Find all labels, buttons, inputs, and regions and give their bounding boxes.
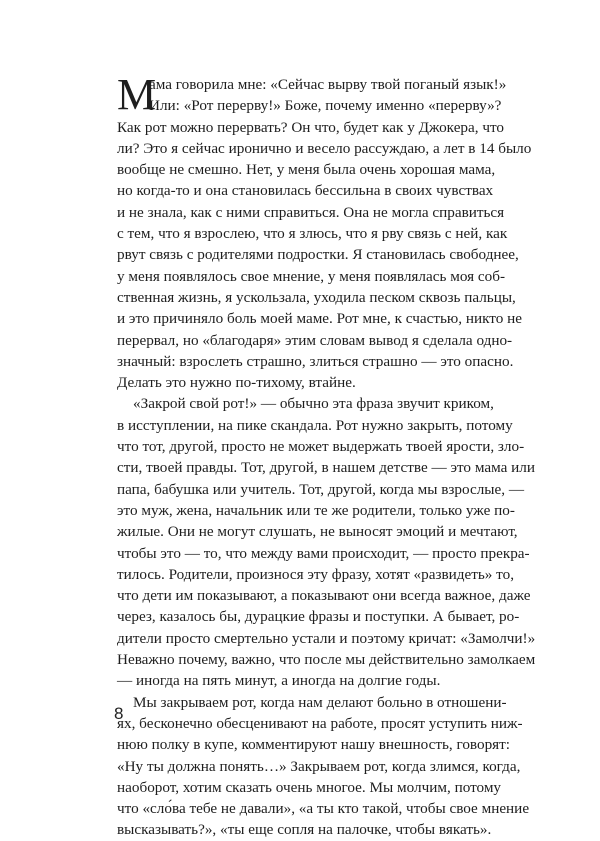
drop-cap: М [117, 70, 157, 119]
text-line: Неважно почему, важно, что после мы действительно замолкаем [117, 651, 536, 669]
text-line: тилось. Родители, произнося эту фразу, хотят «развидеть» то, [117, 565, 515, 583]
text-line: что «сло́ва тебе не давали», «а ты кто такой, чтобы свое мнение [117, 800, 530, 818]
text-line: вообще не смешно. Нет, у меня была очень хорошая мама, [117, 161, 496, 179]
text-line: нюю полку в купе, комментируют нашу внешность, говорят: [117, 736, 511, 754]
text-line: «Закрой свой рот!» — обычно эта фраза звучит криком, [133, 395, 494, 413]
text-line: дители просто смертельно устали и поэтому кричат: «Замолчи!» [117, 629, 536, 647]
text-line: в исступлении, на пике скандала. Рот нужно закрыть, потому [117, 416, 513, 434]
text-line: перервал, но «благодаря» этим словам вывод я сделала одно- [117, 331, 513, 349]
text-line: сти, твоей правды. Тот, другой, в нашем детстве — это мама или [117, 459, 535, 477]
page-number: 8 [114, 704, 124, 723]
text-line: и это причиняло боль моей маме. Рот мне, к счастью, никто не [117, 310, 522, 328]
text-line: Мы закрываем рот, когда нам делают больно в отношени- [133, 693, 507, 711]
text-line: Делать это нужно по-тихому, втайне. [117, 374, 356, 392]
first-line-text: ама говорила мне: «Сейчас вырву твой поганый язык!» [149, 76, 507, 93]
text-line: наоборот, хотим сказать очень многое. Мы молчим, потому [117, 778, 502, 796]
text-line: «Ну ты должна понять…» Закрываем рот, когда злимся, когда, [117, 757, 521, 775]
text-line: жилые. Они не могут слушать, не выносят эмоций и мечтают, [117, 523, 518, 541]
text-line: у меня появлялось свое мнение, у меня появлялась моя соб- [117, 267, 506, 285]
text-line: папа, бабушка или учитель. Тот, другой, когда мы взрослые, — [117, 480, 525, 498]
text-line: ях, бесконечно обесценивают на работе, просят уступить ниж- [117, 714, 523, 732]
text-line: ственная жизнь, я ускользала, уходила песком сквозь пальцы, [117, 288, 516, 306]
text-line: — иногда на пять минут, а иногда на долгие годы. [117, 672, 441, 690]
text-line: но когда-то и она становилась бессильна в своих чувствах [117, 182, 494, 200]
text-line: ли? Это я сейчас иронично и весело рассуждаю, а лет в 14 было [117, 139, 532, 157]
text-line: что дети им показывают, а показывают они всегда важное, даже [117, 587, 531, 605]
body-text [117, 70, 536, 841]
text-line-2: Или: «Рот перерву!» Боже, почему именно «перерву»? [149, 97, 502, 115]
text-line: высказывать?», «ты еще сопля на палочке, чтобы вякать». [117, 821, 492, 839]
text-line: чтобы это — то, что между вами происходит, — просто прекра- [117, 544, 530, 562]
text-line: рвут связь с родителями подростки. Я становилась свободнее, [117, 246, 519, 264]
text-line: это муж, жена, начальник или те же родители, только уже по- [117, 501, 515, 519]
text-line: значный: взрослеть страшно, злиться страшно — это опасно. [117, 352, 514, 370]
text-line: с тем, что я взрослею, что я злюсь, что я рву связь с ней, как [117, 225, 508, 243]
text-line: что тот, другой, просто не может выдержать твоей ярости, зло- [117, 438, 525, 456]
text-line: Как рот можно перервать? Он что, будет как у Джокера, что [117, 118, 505, 136]
text-line: через, казалось бы, дурацкие фразы и поступки. А бывает, ро- [117, 608, 520, 626]
text-line: и не знала, как с ними справиться. Она не могла справиться [117, 203, 505, 221]
